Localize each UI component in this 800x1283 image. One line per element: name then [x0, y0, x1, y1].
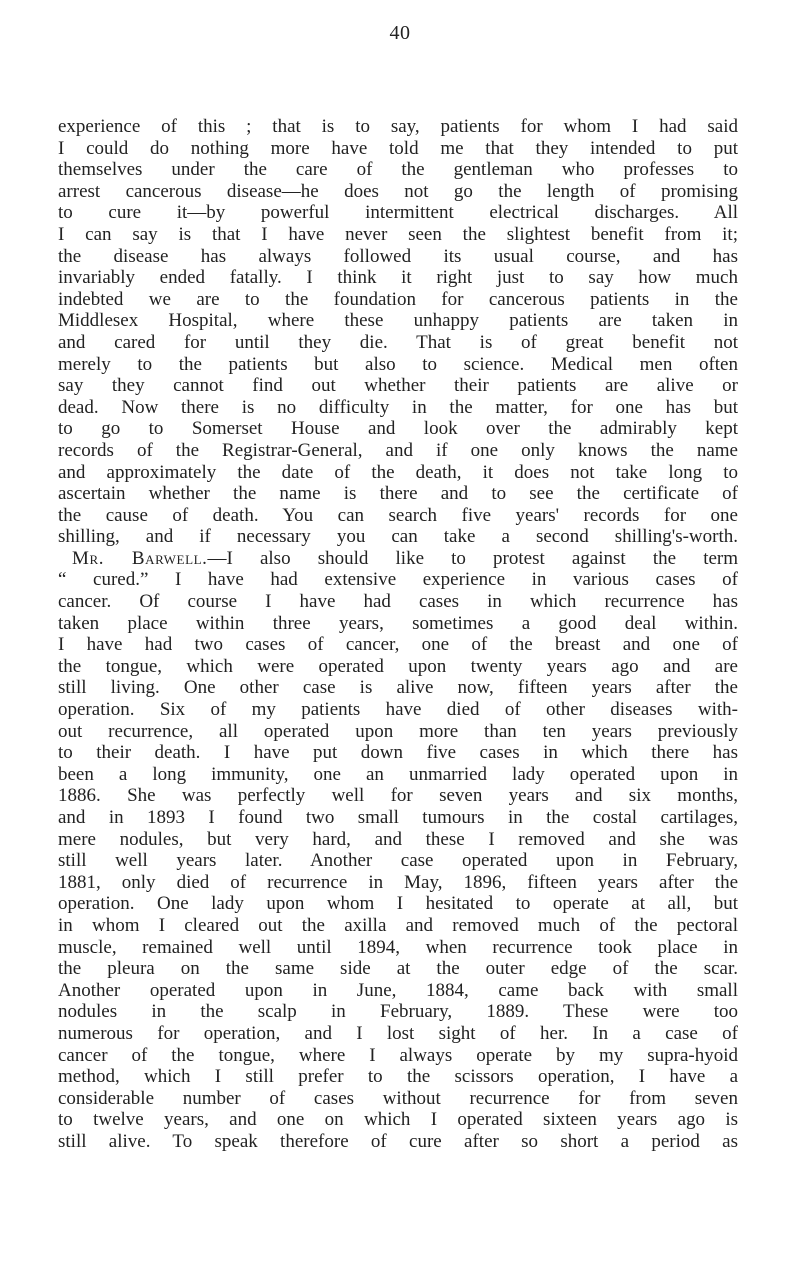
text-line: to cure it—by powerful intermittent electrical discharges. All	[58, 202, 738, 224]
text-line: ascertain whether the name is there and to see the certificate of	[58, 483, 738, 505]
text-line: and in 1893 I found two small tumours in the costal cartilages,	[58, 807, 738, 828]
speaker-text: —I also should like to protest against the term	[207, 547, 739, 569]
text-line: the cause of death. You can search five years' records for one	[58, 504, 738, 526]
text-line: shilling, and if necessary you can take a second shilling's-worth.	[58, 526, 738, 548]
text-line: cancer. Of course I have had cases in which recurrence has	[58, 591, 738, 613]
text-line: and cared for until they die. That is of great benefit not	[58, 331, 738, 353]
text-line: I could do nothing more have told me that they intended to put	[58, 137, 738, 159]
text-line: merely to the patients but also to science. Medical men often	[58, 353, 738, 375]
body-text	[58, 116, 738, 1153]
text-line: and approximately the date of the death, it does not take long to	[58, 461, 738, 483]
text-line: nodules in the scalp in February, 1889. These were too	[58, 1001, 738, 1023]
text-line: cancer of the tongue, where I always operate by my supra-hyoid	[58, 1044, 738, 1066]
text-line: the pleura on the same side at the outer edge of the scar.	[58, 958, 738, 980]
text-line: still alive. To speak therefore of cure after so short a period as	[58, 1130, 738, 1152]
text-line: operation. One lady upon whom I hesitated to operate at all, but	[58, 893, 738, 915]
text-line: in whom I cleared out the axilla and removed much of the pectoral	[58, 914, 738, 936]
text-line: still well years later. Another case operated upon in February,	[58, 850, 738, 872]
text-line: dead. Now there is no difficulty in the matter, for one has but	[58, 396, 738, 418]
text-line: to go to Somerset House and look over the admirably kept	[58, 418, 738, 440]
text-line: to twelve years, and one on which I operated sixteen years ago is	[58, 1109, 738, 1131]
text-line: been a long immunity, one an unmarried lady operated upon in	[58, 763, 738, 785]
text-line: to their death. I have put down five cases in which there has	[58, 742, 738, 764]
text-line: 1886. She was perfectly well for seven years and six months,	[58, 785, 738, 807]
text-line: records of the Registrar-General, and if one only knows the name	[58, 439, 738, 461]
text-line: muscle, remained well until 1894, when recurrence took place in	[58, 936, 738, 958]
text-line: method, which I still prefer to the scissors operation, I have a	[58, 1066, 738, 1088]
text-line: “ cured.” I have had extensive experience in various cases of	[58, 569, 738, 591]
page-number: 40	[389, 22, 411, 44]
text-line: experience of this ; that is to say, patients for whom I had said	[58, 116, 738, 137]
text-line: say they cannot find out whether their patients are alive or	[58, 375, 738, 397]
speaker-name: Mr. Barwell.	[72, 547, 208, 569]
text-line: considerable number of cases without recurrence for from seven	[58, 1087, 738, 1109]
text-line: I can say is that I have never seen the slightest benefit from it;	[58, 223, 738, 245]
text-line: the disease has always followed its usual course, and has	[58, 245, 738, 267]
text-line: Another operated upon in June, 1884, came back with small	[58, 979, 738, 1001]
text-line: invariably ended fatally. I think it right just to say how much	[58, 267, 738, 289]
text-line: numerous for operation, and I lost sight of her. In a case of	[58, 1022, 738, 1044]
text-line: themselves under the care of the gentleman who professes to	[58, 159, 738, 181]
text-line: still living. One other case is alive now, fifteen years after the	[58, 677, 738, 699]
text-line: the tongue, which were operated upon twenty years ago and are	[58, 655, 738, 677]
text-line: 1881, only died of recurrence in May, 1896, fifteen years after the	[58, 871, 738, 893]
text-line: arrest cancerous disease—he does not go the length of promising	[58, 180, 738, 202]
text-line: operation. Six of my patients have died of other diseases with-	[58, 699, 738, 721]
text-line: I have had two cases of cancer, one of the breast and one of	[58, 634, 738, 656]
text-line	[58, 548, 738, 570]
text-line: taken place within three years, sometimes a good deal within.	[58, 612, 738, 634]
text-line: indebted we are to the foundation for cancerous patients in the	[58, 288, 738, 310]
text-line: mere nodules, but very hard, and these I removed and she was	[58, 828, 738, 850]
text-line: out recurrence, all operated upon more than ten years previously	[58, 720, 738, 742]
text-line: Middlesex Hospital, where these unhappy patients are taken in	[58, 310, 738, 332]
